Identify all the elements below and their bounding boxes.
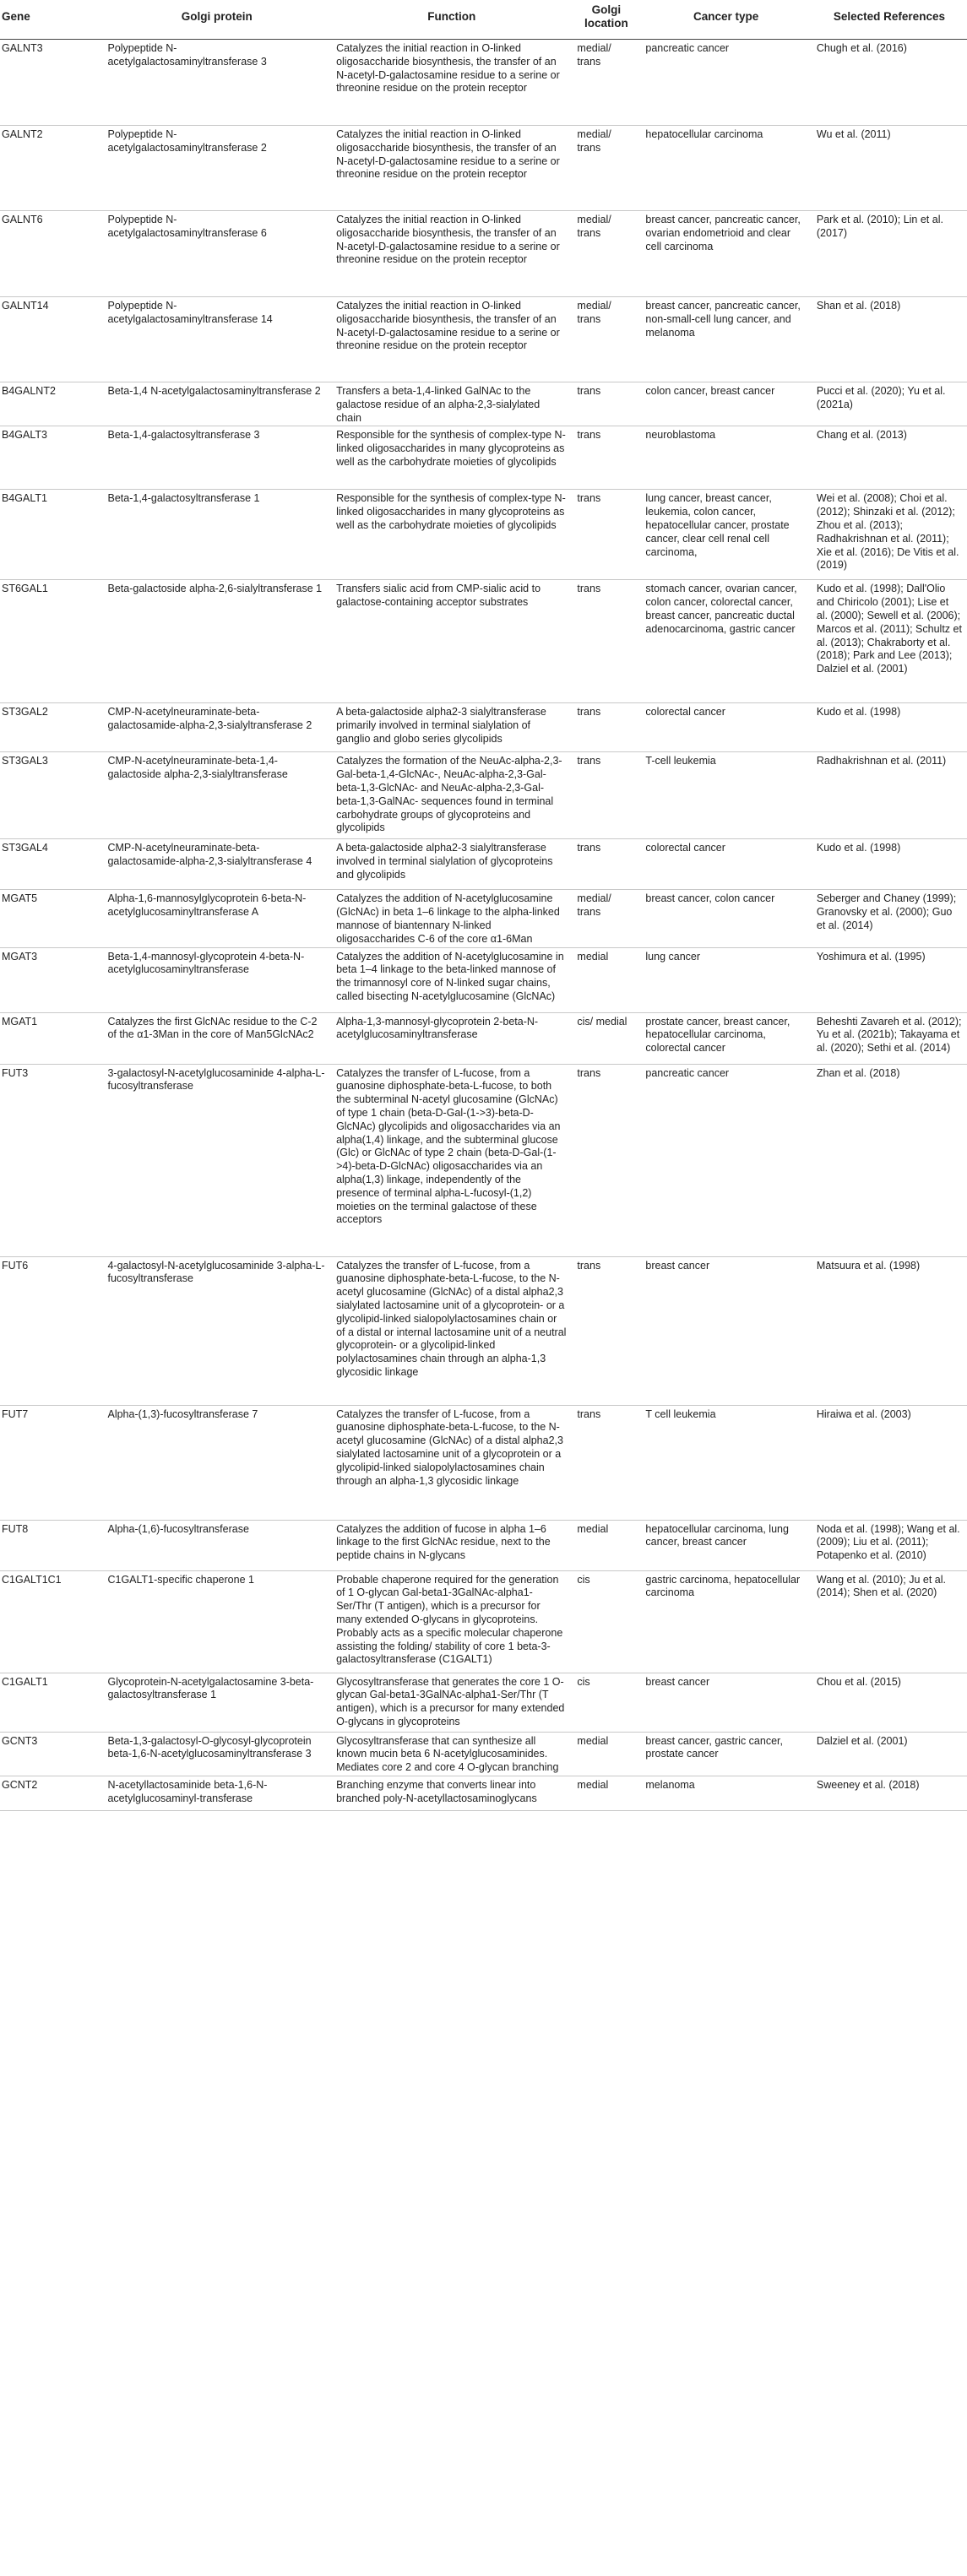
references-cell: Kudo et al. (1998) [812,703,967,752]
references-cell: Chugh et al. (2016) [812,40,967,126]
table-row [0,1673,967,1732]
references-cell: Pucci et al. (2020); Yu et al. (2021a) [812,382,967,426]
table-row [0,1570,967,1673]
golgi-location-cell: medial [572,1520,640,1570]
gene-cell: ST3GAL2 [0,703,102,752]
golgi-protein-cell: Beta-1,4-mannosyl-glycoprotein 4-beta-N-acetylglucosaminyltransferase [102,947,331,1012]
table-header-row [0,0,967,40]
cancer-type-cell: melanoma [640,1776,811,1810]
golgi-protein-cell: Beta-1,3-galactosyl-O-glycosyl-glycoprotein beta-1,6-N-acetylglucosaminyltransferase 3 [102,1732,331,1776]
table-row [0,297,967,382]
cancer-type-cell: gastric carcinoma, hepatocellular carcinoma [640,1570,811,1673]
references-cell: Sweeney et al. (2018) [812,1776,967,1810]
table-row [0,1732,967,1776]
references-cell: Hiraiwa et al. (2003) [812,1405,967,1520]
golgi-location-cell: trans [572,426,640,490]
references-cell: Dalziel et al. (2001) [812,1732,967,1776]
gene-cell: MGAT3 [0,947,102,1012]
references-cell: Shan et al. (2018) [812,297,967,382]
table-row [0,1012,967,1064]
table-row [0,490,967,580]
cancer-type-cell: breast cancer, gastric cancer, prostate cancer [640,1732,811,1776]
golgi-protein-cell: Polypeptide N-acetylgalactosaminyltransferase 3 [102,40,331,126]
function-cell: Responsible for the synthesis of complex-type N-linked oligosaccharides in many glycoproteins as well as the carbohydrate moieties of glycolipids [331,490,572,580]
references-cell: Beheshti Zavareh et al. (2012); Yu et al. (2021b); Takayama et al. (2020); Sethi et al. (2014) [812,1012,967,1064]
golgi-protein-cell: C1GALT1-specific chaperone 1 [102,1570,331,1673]
cancer-type-cell: colon cancer, breast cancer [640,382,811,426]
gene-cell: GALNT3 [0,40,102,126]
golgi-location-cell: cis [572,1673,640,1732]
cancer-type-cell: colorectal cancer [640,839,811,890]
gene-cell: GCNT2 [0,1776,102,1810]
golgi-protein-cell: Glycoprotein-N-acetylgalactosamine 3-beta-galactosyltransferase 1 [102,1673,331,1732]
golgi-protein-cell: Beta-1,4 N-acetylgalactosaminyltransferase 2 [102,382,331,426]
function-cell: Branching enzyme that converts linear into branched poly-N-acetyllactosaminoglycans [331,1776,572,1810]
function-cell: A beta-galactoside alpha2-3 sialyltransferase primarily involved in terminal sialylation of ganglio and globo series glycolipids [331,703,572,752]
golgi-location-cell: medial [572,1732,640,1776]
function-cell: Probable chaperone required for the generation of 1 O-glycan Gal-beta1-3GalNAc-alpha1-Ser/Thr (T antigen), which is a precursor for many extended O-glycans in glycoproteins. Probably acts as a specific molecular chaperone assisting the folding/ stability of core 1 beta-3-galactosyltransferase (C1GALT1) [331,1570,572,1673]
header-gene: Gene [0,0,102,40]
golgi-protein-cell: Alpha-(1,6)-fucosyltransferase [102,1520,331,1570]
function-cell: Catalyzes the formation of the NeuAc-alpha-2,3-Gal-beta-1,4-GlcNAc-, NeuAc-alpha-2,3-Gal-beta-1,3-GlcNAc- and NeuAc-alpha-2,3-Gal-beta-1,3-GalNAc- sequences found in terminal carbohydrate groups of glycoproteins and glycolipids [331,752,572,839]
table-row [0,40,967,126]
function-cell: Transfers sialic acid from CMP-sialic acid to galactose-containing acceptor substrates [331,580,572,703]
function-cell: Catalyzes the initial reaction in O-linked oligosaccharide biosynthesis, the transfer of an N-acetyl-D-galactosamine residue to a serine or threonine residue on the protein receptor [331,297,572,382]
golgi-protein-cell: Catalyzes the first GlcNAc residue to the C-2 of the α1-3Man in the core of Man5GlcNAc2 [102,1012,331,1064]
golgi-protein-cell: CMP-N-acetylneuraminate-beta-galactosamide-alpha-2,3-sialyltransferase 4 [102,839,331,890]
function-cell: Catalyzes the addition of N-acetylglucosamine (GlcNAc) in beta 1–6 linkage to the alpha-linked mannose of biantennary N-linked oligosaccharides C-6 of the core α1-6Man [331,890,572,947]
table-row [0,947,967,1012]
cancer-type-cell: T-cell leukemia [640,752,811,839]
golgi-protein-cell: Polypeptide N-acetylgalactosaminyltransferase 2 [102,126,331,211]
golgi-protein-cell: N-acetyllactosaminide beta-1,6-N-acetylglucosaminyl-transferase [102,1776,331,1810]
function-cell: Glycosyltransferase that can synthesize all known mucin beta 6 N-acetylglucosaminides. Mediates core 2 and core 4 O-glycan branching [331,1732,572,1776]
golgi-location-cell: cis/ medial [572,1012,640,1064]
cancer-type-cell: stomach cancer, ovarian cancer, colon cancer, colorectal cancer, breast cancer, pancreatic ductal adenocarcinoma, gastric cancer [640,580,811,703]
golgi-location-cell: trans [572,752,640,839]
function-cell: Catalyzes the transfer of L-fucose, from a guanosine diphosphate-beta-L-fucose, to both the subterminal N-acetyl glucosamine (GlcNAc) of type 1 chain (beta-D-Gal-(1->3)-beta-D-GlcNAc) glycolipids and oligosaccharides via an alpha(1,4) linkage, and the subterminal glucose (Glc) or GlcNAc of type 2 chain (beta-D-Gal-(1->4)-beta-D-GlcNAc) oligosaccharides via an alpha(1,3) linkage, independently of the presence of terminal alpha-L-fucosyl-(1,2) moieties on the terminal galactose of these acceptors [331,1064,572,1256]
header-cancer-type: Cancer type [640,0,811,40]
gene-cell: B4GALT1 [0,490,102,580]
table-row [0,1405,967,1520]
table-row [0,1064,967,1256]
golgi-location-cell: medial [572,947,640,1012]
function-cell: Catalyzes the transfer of L-fucose, from a guanosine diphosphate-beta-L-fucose, to the N-acetyl glucosamine (GlcNAc) of a distal alpha2,3 sialylated lactosamine unit of a glycoprotein- or a glycolipid-linked sialopolylactosamines chain or of a distal or internal lactosamine unit of a neutral glycoprotein- or a glycolipid-linked polylactosamines chain through an alpha-1,3 glycosidic linkage [331,1256,572,1405]
gene-cell: C1GALT1C1 [0,1570,102,1673]
cancer-type-cell: hepatocellular carcinoma, lung cancer, breast cancer [640,1520,811,1570]
function-cell: Glycosyltransferase that generates the core 1 O-glycan Gal-beta1-3GalNAc-alpha1-Ser/Thr (T antigen), which is a precursor for many extended O-glycans in glycoproteins [331,1673,572,1732]
table-row [0,580,967,703]
function-cell: Catalyzes the addition of fucose in alpha 1–6 linkage to the first GlcNAc residue, next to the peptide chains in N-glycans [331,1520,572,1570]
cancer-type-cell: lung cancer, breast cancer, leukemia, colon cancer, hepatocellular cancer, prostate cancer, clear cell renal cell carcinoma, [640,490,811,580]
gene-cell: MGAT5 [0,890,102,947]
references-cell: Matsuura et al. (1998) [812,1256,967,1405]
table-row [0,890,967,947]
cancer-type-cell: lung cancer [640,947,811,1012]
golgi-location-cell: trans [572,490,640,580]
gene-cell: FUT8 [0,1520,102,1570]
golgi-location-cell: medial/ trans [572,126,640,211]
golgi-location-cell: medial/ trans [572,211,640,297]
gene-cell: FUT7 [0,1405,102,1520]
references-cell: Kudo et al. (1998) [812,839,967,890]
cancer-type-cell: breast cancer, pancreatic cancer, ovarian endometrioid and clear cell carcinoma [640,211,811,297]
function-cell: Catalyzes the initial reaction in O-linked oligosaccharide biosynthesis, the transfer of an N-acetyl-D-galactosamine residue to a serine or threonine residue on the protein receptor [331,211,572,297]
gene-cell: MGAT1 [0,1012,102,1064]
references-cell: Wang et al. (2010); Ju et al. (2014); Shen et al. (2020) [812,1570,967,1673]
golgi-location-cell: medial [572,1776,640,1810]
cancer-type-cell: colorectal cancer [640,703,811,752]
golgi-protein-cell: Beta-1,4-galactosyltransferase 1 [102,490,331,580]
gene-cell: GALNT6 [0,211,102,297]
gene-cell: C1GALT1 [0,1673,102,1732]
golgi-protein-cell: Polypeptide N-acetylgalactosaminyltransferase 14 [102,297,331,382]
references-cell: Seberger and Chaney (1999); Granovsky et al. (2000); Guo et al. (2014) [812,890,967,947]
golgi-location-cell: cis [572,1570,640,1673]
header-selected-references: Selected References [812,0,967,40]
cancer-type-cell: breast cancer [640,1256,811,1405]
golgi-location-cell: trans [572,703,640,752]
golgi-protein-cell: 3-galactosyl-N-acetylglucosaminide 4-alpha-L-fucosyltransferase [102,1064,331,1256]
table-body [0,40,967,1811]
header-function: Function [331,0,572,40]
cancer-type-cell: neuroblastoma [640,426,811,490]
references-cell: Wei et al. (2008); Choi et al. (2012); Shinzaki et al. (2012); Zhou et al. (2013); Radhakrishnan et al. (2011); Xie et al. (2016); De Vitis et al. (2019) [812,490,967,580]
cancer-type-cell: breast cancer [640,1673,811,1732]
golgi-protein-cell: Alpha-(1,3)-fucosyltransferase 7 [102,1405,331,1520]
cancer-type-cell: prostate cancer, breast cancer, hepatocellular carcinoma, colorectal cancer [640,1012,811,1064]
table-row [0,1256,967,1405]
references-cell: Yoshimura et al. (1995) [812,947,967,1012]
table-row [0,1520,967,1570]
references-cell: Wu et al. (2011) [812,126,967,211]
function-cell: Catalyzes the transfer of L-fucose, from a guanosine diphosphate-beta-L-fucose, to the N-acetyl glucosamine (GlcNAc) of a distal alpha2,3 sialylated lactosamine unit of a glycoprotein or a glycolipid-linked sialopolylactosamines chain through an alpha-1,3 glycosidic linkage [331,1405,572,1520]
cancer-type-cell: pancreatic cancer [640,1064,811,1256]
gene-cell: ST6GAL1 [0,580,102,703]
table-row [0,703,967,752]
cancer-type-cell: breast cancer, pancreatic cancer, non-small-cell lung cancer, and melanoma [640,297,811,382]
references-cell: Chou et al. (2015) [812,1673,967,1732]
table-row [0,839,967,890]
table-row [0,752,967,839]
table-row [0,426,967,490]
golgi-location-cell: medial/ trans [572,297,640,382]
golgi-location-cell: trans [572,580,640,703]
golgi-location-cell: medial/ trans [572,40,640,126]
cancer-type-cell: breast cancer, colon cancer [640,890,811,947]
golgi-protein-cell: CMP-N-acetylneuraminate-beta-1,4-galactoside alpha-2,3-sialyltransferase [102,752,331,839]
table-row [0,1776,967,1810]
function-cell: Catalyzes the initial reaction in O-linked oligosaccharide biosynthesis, the transfer of an N-acetyl-D-galactosamine residue to a serine or threonine residue on the protein receptor [331,40,572,126]
function-cell: Catalyzes the initial reaction in O-linked oligosaccharide biosynthesis, the transfer of an N-acetyl-D-galactosamine residue to a serine or threonine residue on the protein receptor [331,126,572,211]
header-golgi-protein: Golgi protein [102,0,331,40]
references-cell: Kudo et al. (1998); Dall'Olio and Chiricolo (2001); Lise et al. (2000); Sewell et al. (2006); Marcos et al. (2011); Schultz et al. (2013); Chakraborty et al. (2018); Park and Lee (2013); Dalziel et al. (2001) [812,580,967,703]
table-row [0,126,967,211]
function-cell: Transfers a beta-1,4-linked GalNAc to the galactose residue of an alpha-2,3-sialylated chain [331,382,572,426]
references-cell: Zhan et al. (2018) [812,1064,967,1256]
golgi-location-cell: trans [572,382,640,426]
golgi-protein-cell: Alpha-1,6-mannosylglycoprotein 6-beta-N-acetylglucosaminyltransferase A [102,890,331,947]
gene-cell: B4GALT3 [0,426,102,490]
gene-cell: B4GALNT2 [0,382,102,426]
golgi-protein-cell: CMP-N-acetylneuraminate-beta-galactosamide-alpha-2,3-sialyltransferase 2 [102,703,331,752]
cancer-type-cell: T cell leukemia [640,1405,811,1520]
golgi-location-cell: trans [572,1256,640,1405]
function-cell: Alpha-1,3-mannosyl-glycoprotein 2-beta-N-acetylglucosaminyltransferase [331,1012,572,1064]
golgi-protein-cell: 4-galactosyl-N-acetylglucosaminide 3-alpha-L-fucosyltransferase [102,1256,331,1405]
golgi-location-cell: medial/ trans [572,890,640,947]
gene-cell: ST3GAL3 [0,752,102,839]
header-golgi-location: Golgi location [572,0,640,40]
golgi-protein-cell: Beta-1,4-galactosyltransferase 3 [102,426,331,490]
gene-cell: GALNT2 [0,126,102,211]
references-cell: Noda et al. (1998); Wang et al. (2009); Liu et al. (2011); Potapenko et al. (2010) [812,1520,967,1570]
function-cell: A beta-galactoside alpha2-3 sialyltransferase involved in terminal sialylation of glycoproteins and glycolipids [331,839,572,890]
gene-cell: FUT6 [0,1256,102,1405]
table-row [0,211,967,297]
golgi-location-cell: trans [572,1405,640,1520]
references-cell: Park et al. (2010); Lin et al. (2017) [812,211,967,297]
cancer-type-cell: hepatocellular carcinoma [640,126,811,211]
references-cell: Chang et al. (2013) [812,426,967,490]
gene-cell: GALNT14 [0,297,102,382]
function-cell: Catalyzes the addition of N-acetylglucosamine in beta 1–4 linkage to the beta-linked mannose of the trimannosyl core of N-linked sugar chains, called bisecting N-acetylglucosamine (GlcNAc) [331,947,572,1012]
golgi-location-cell: trans [572,1064,640,1256]
table-row [0,382,967,426]
function-cell: Responsible for the synthesis of complex-type N-linked oligosaccharides in many glycoproteins as well as the carbohydrate moieties of glycolipids [331,426,572,490]
golgi-location-cell: trans [572,839,640,890]
references-cell: Radhakrishnan et al. (2011) [812,752,967,839]
cancer-type-cell: pancreatic cancer [640,40,811,126]
gene-cell: FUT3 [0,1064,102,1256]
golgi-protein-cell: Polypeptide N-acetylgalactosaminyltransferase 6 [102,211,331,297]
gene-cell: ST3GAL4 [0,839,102,890]
golgi-protein-cell: Beta-galactoside alpha-2,6-sialyltransferase 1 [102,580,331,703]
gene-cell: GCNT3 [0,1732,102,1776]
